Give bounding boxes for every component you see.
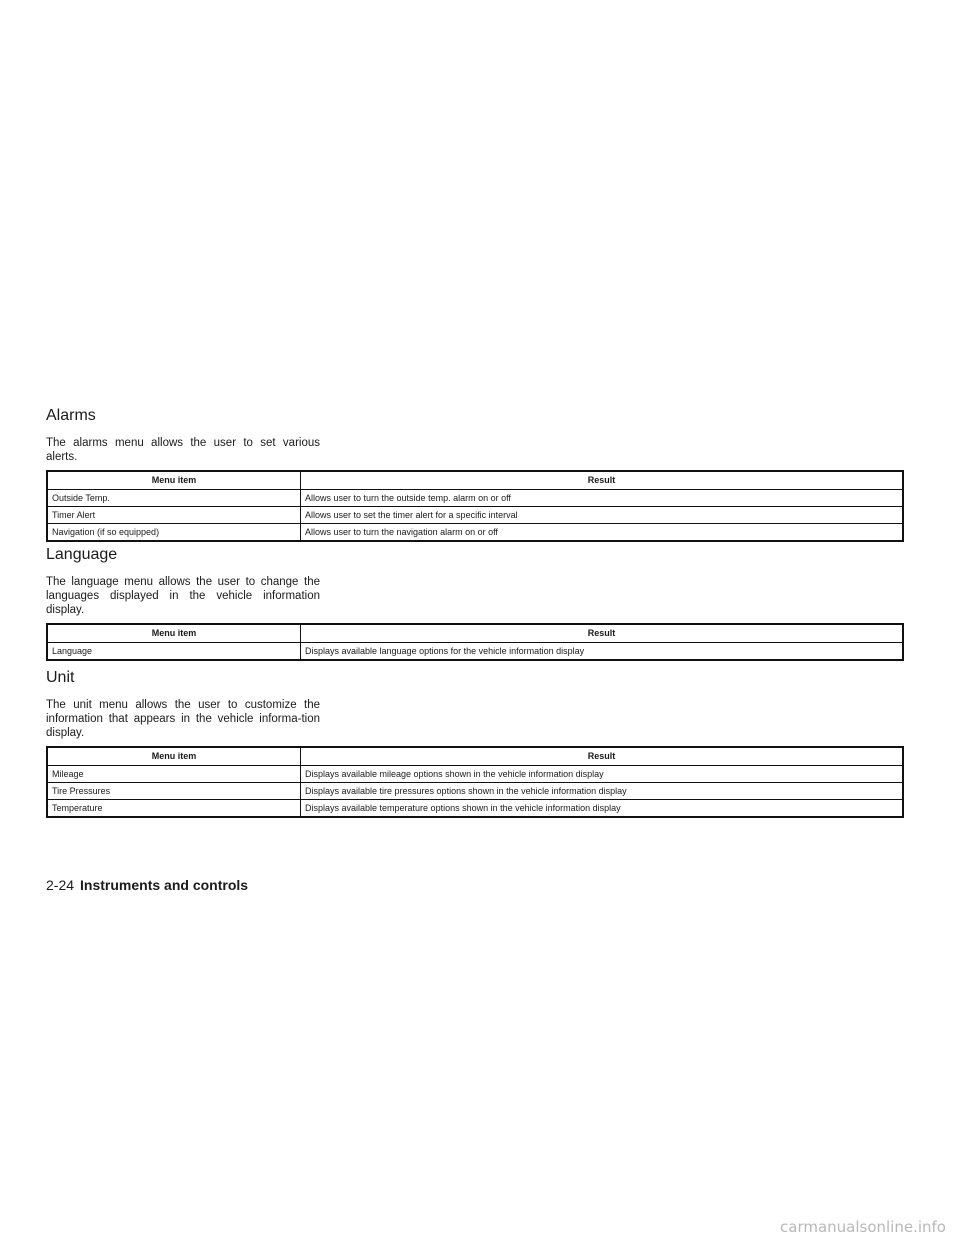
table-header-row [47, 471, 903, 490]
section-body: The language menu allows the user to change the languages displayed in the vehicle information display. [46, 576, 320, 616]
watermark: carmanualsonline.info [780, 1218, 946, 1236]
table-cell-menu-item: Language [47, 643, 301, 661]
table-cell-result: Allows user to turn the outside temp. alarm on or off [301, 490, 904, 507]
column-header-menu-item: Menu item [47, 747, 301, 766]
table-row [47, 766, 903, 783]
table-header-row [47, 747, 903, 766]
table-cell-result: Displays available tire pressures options shown in the vehicle information display [301, 783, 904, 800]
table-cell-menu-item: Timer Alert [47, 507, 301, 524]
section-title: Alarms [46, 407, 96, 424]
section-body: The unit menu allows the user to customize the information that appears in the vehicle informa-tion display. [46, 699, 320, 739]
section-language [46, 545, 904, 661]
column-header-result: Result [301, 624, 904, 643]
column-header-menu-item: Menu item [47, 624, 301, 643]
section-title: Unit [46, 669, 75, 686]
table-row [47, 643, 903, 661]
table-cell-result: Displays available language options for the vehicle information display [301, 643, 904, 661]
column-header-result: Result [301, 471, 904, 490]
table-row [47, 783, 903, 800]
table-cell-menu-item: Temperature [47, 800, 301, 818]
section-unit [46, 668, 904, 818]
table-cell-result: Displays available mileage options shown in the vehicle information display [301, 766, 904, 783]
table-cell-result: Allows user to set the timer alert for a specific interval [301, 507, 904, 524]
section-body: The alarms menu allows the user to set various alerts. [46, 437, 320, 463]
language-table [46, 623, 904, 661]
table-cell-menu-item: Mileage [47, 766, 301, 783]
table-row [47, 800, 903, 818]
table-cell-result: Displays available temperature options shown in the vehicle information display [301, 800, 904, 818]
table-row [47, 490, 903, 507]
table-cell-menu-item: Outside Temp. [47, 490, 301, 507]
table-cell-menu-item: Navigation (if so equipped) [47, 524, 301, 542]
table-row [47, 524, 903, 542]
table-cell-menu-item: Tire Pressures [47, 783, 301, 800]
section-alarms [46, 406, 904, 542]
column-header-result: Result [301, 747, 904, 766]
section-title: Language [46, 546, 118, 563]
alarms-table [46, 470, 904, 542]
page-number: 2-24 [46, 877, 75, 893]
column-header-menu-item: Menu item [47, 471, 301, 490]
table-header-row [47, 624, 903, 643]
table-row [47, 507, 903, 524]
chapter-title: Instruments and controls [80, 877, 249, 893]
unit-table [46, 746, 904, 818]
table-cell-result: Allows user to turn the navigation alarm on or off [301, 524, 904, 542]
page-footer [46, 876, 248, 894]
